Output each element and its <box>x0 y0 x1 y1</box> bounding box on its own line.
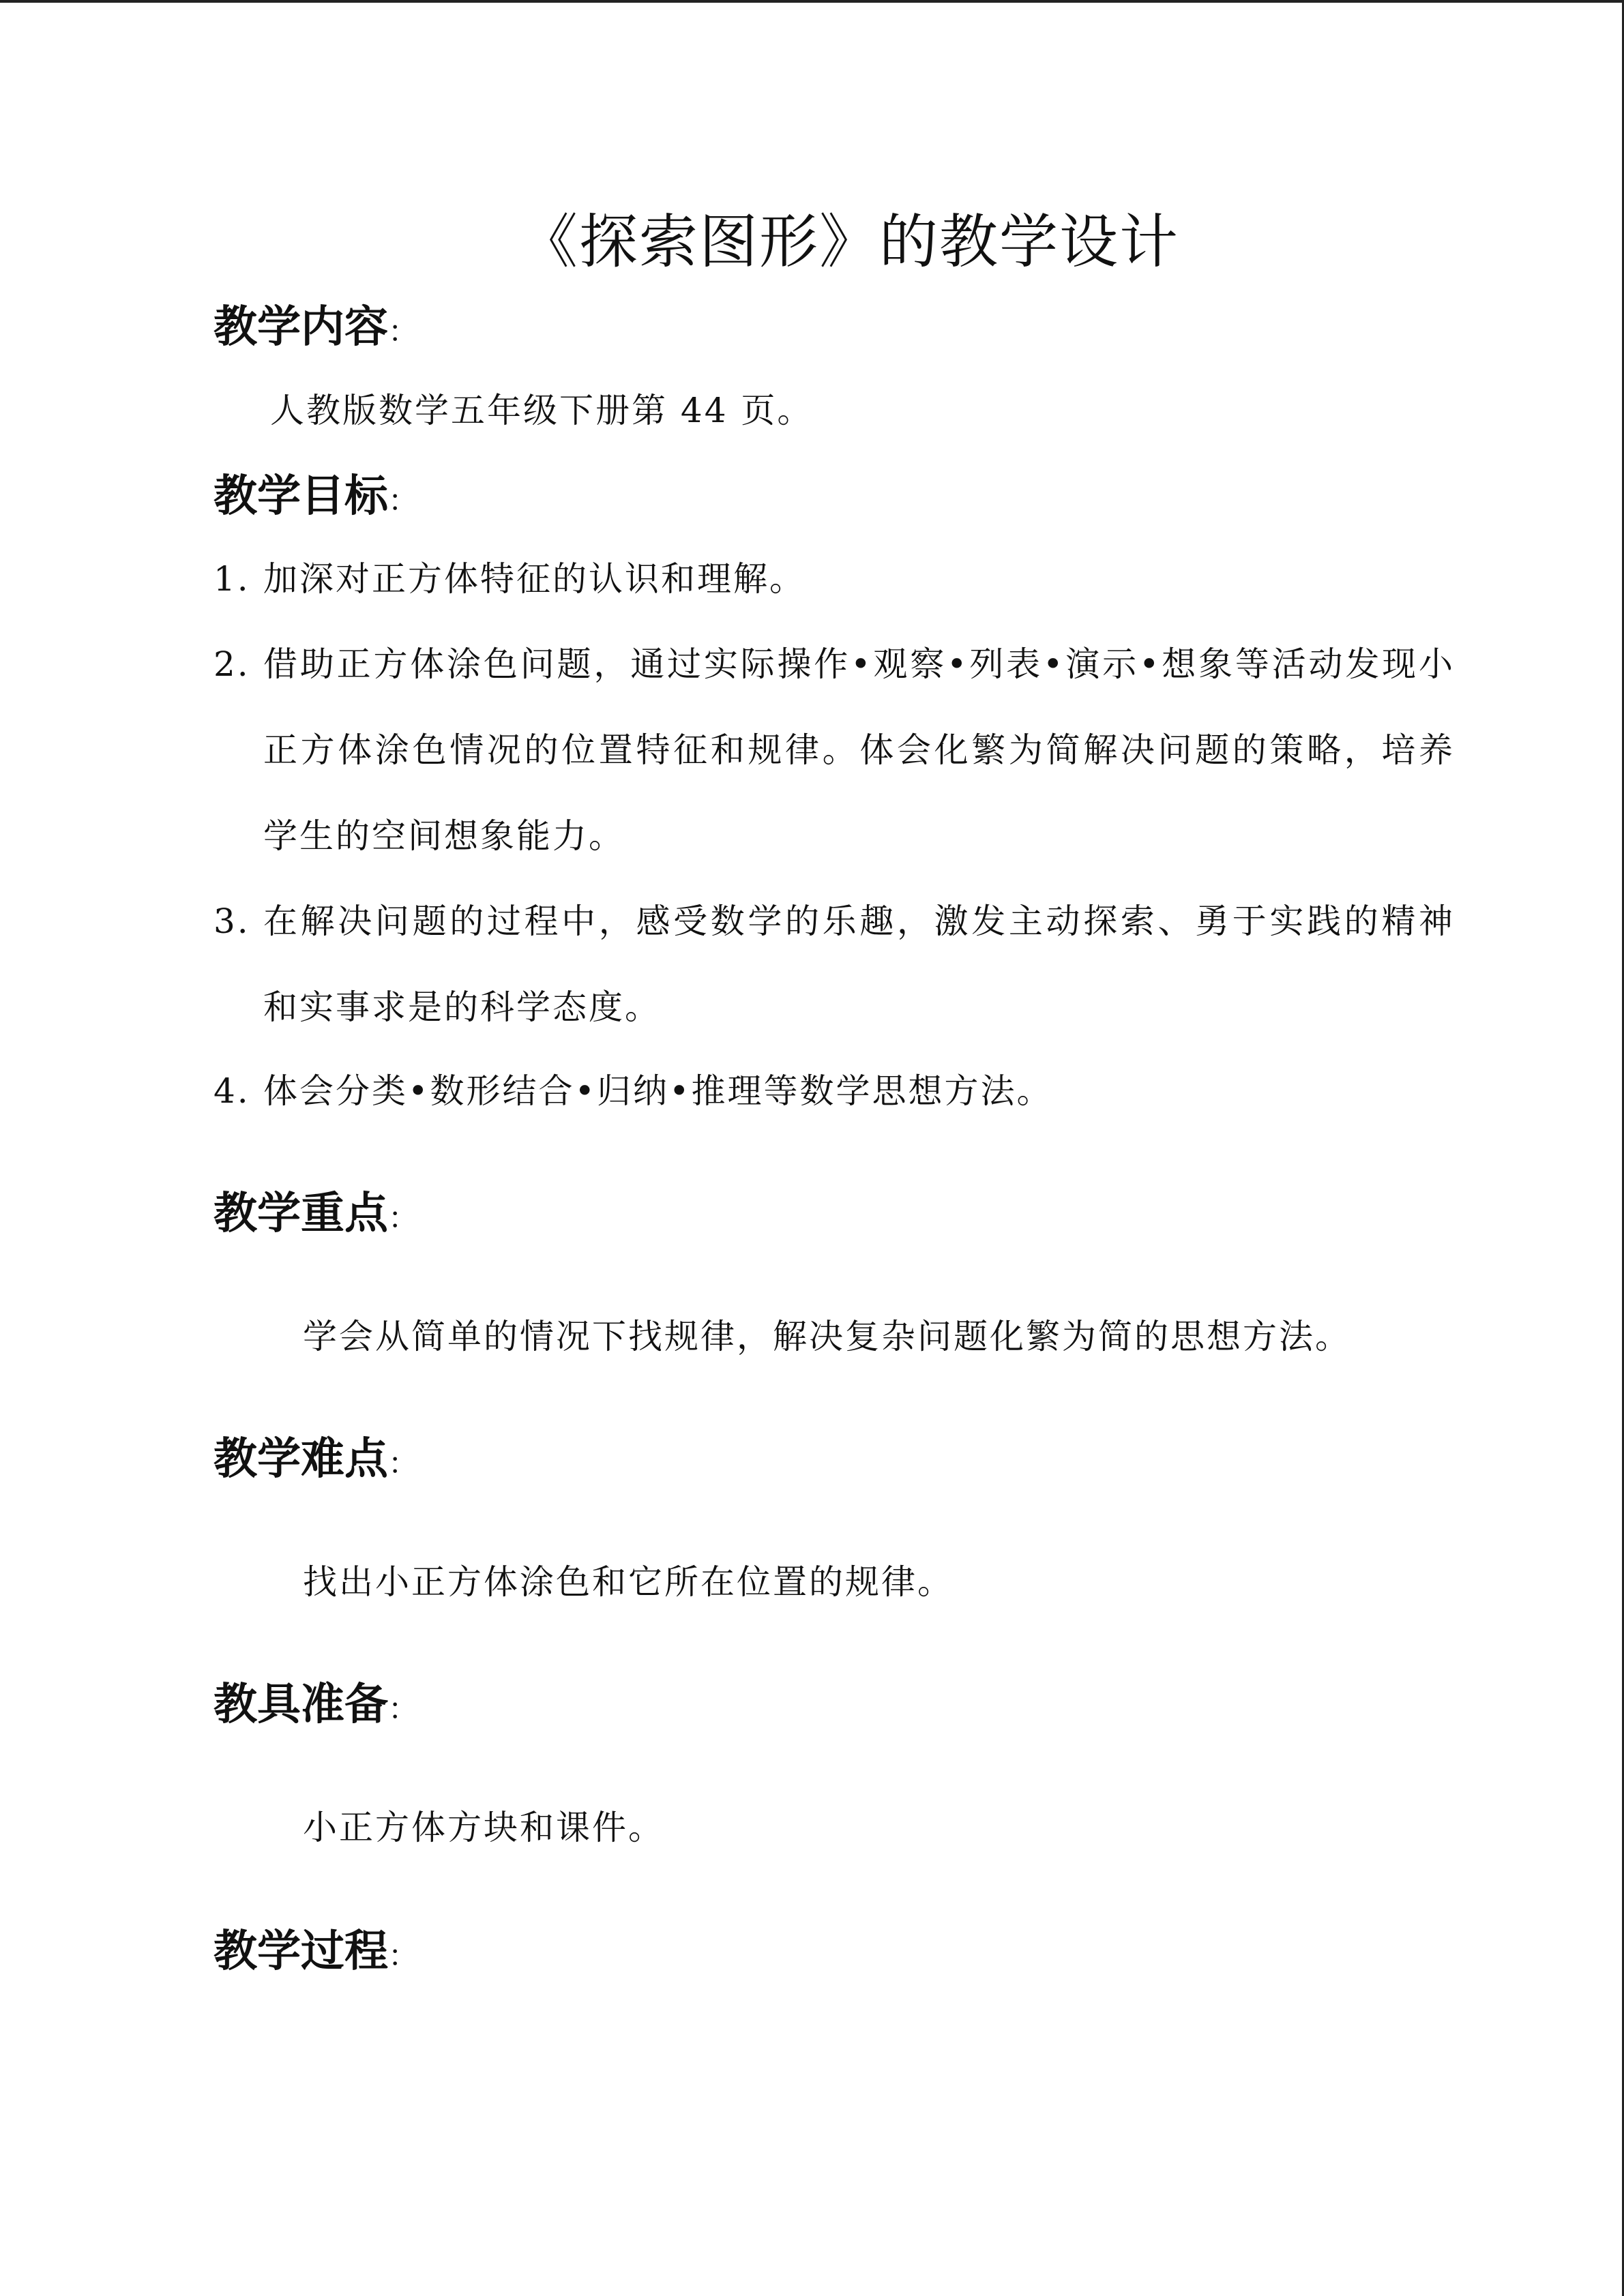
goal-item-4-text: 体会分类•数形结合•归纳•推理等数学思想方法。 <box>263 1071 1053 1111</box>
heading-difficulties-label: 教学难点 <box>213 1434 388 1485</box>
heading-goals <box>213 469 418 528</box>
heading-content <box>213 300 418 359</box>
goal-item-1-number: 1. <box>213 559 250 599</box>
key-points-text: 学会从简单的情况下找规律，解决复杂问题化繁为简的思想方法。 <box>303 1317 1351 1356</box>
goal-item-3 <box>213 878 1455 1050</box>
heading-difficulties-colon: ： <box>388 1446 418 1481</box>
difficulties-text: 找出小正方体涂色和它所在位置的规律。 <box>303 1562 954 1602</box>
heading-goals-label: 教学目标 <box>213 471 388 522</box>
heading-key-points-label: 教学重点 <box>213 1189 388 1239</box>
heading-materials <box>213 1678 418 1737</box>
heading-content-label: 教学内容 <box>213 302 388 353</box>
goal-item-1 <box>213 536 1455 622</box>
heading-materials-label: 教具准备 <box>213 1680 388 1730</box>
goal-item-3-text: 在解决问题的过程中，感受数学的乐趣，激发主动探索、勇于实践的精神和实事求是的科学态度。 <box>263 901 1455 1027</box>
goal-item-2 <box>213 621 1455 879</box>
goal-item-4 <box>213 1048 1455 1134</box>
heading-content-colon: ： <box>388 314 418 349</box>
heading-goals-colon: ： <box>388 483 418 518</box>
goal-item-2-number: 2. <box>213 644 250 684</box>
heading-key-points <box>213 1187 418 1246</box>
document-title: 《探索图形》的教学设计 <box>519 208 1179 276</box>
goal-item-1-text: 加深对正方体特征的认识和理解。 <box>263 559 806 599</box>
heading-key-points-colon: ： <box>388 1201 418 1236</box>
goal-item-3-number: 3. <box>213 901 250 941</box>
heading-difficulties <box>213 1432 418 1491</box>
heading-materials-colon: ： <box>388 1692 418 1727</box>
heading-process-label: 教学过程 <box>213 1926 388 1977</box>
heading-process-colon: ： <box>388 1939 418 1973</box>
content-text: 人教版数学五年级下册第 44 页。 <box>270 391 814 430</box>
goal-item-2-text: 借助正方体涂色问题，通过实际操作•观察•列表•演示•想象等活动发现小正方体涂色情况的位置特征和规律。体会化繁为简解决问题的策略，培养学生的空间想象能力。 <box>263 644 1455 856</box>
heading-process <box>213 1924 418 1984</box>
materials-text: 小正方体方块和课件。 <box>303 1808 664 1847</box>
page-top-border <box>0 0 1624 3</box>
goal-item-4-number: 4. <box>213 1071 250 1111</box>
